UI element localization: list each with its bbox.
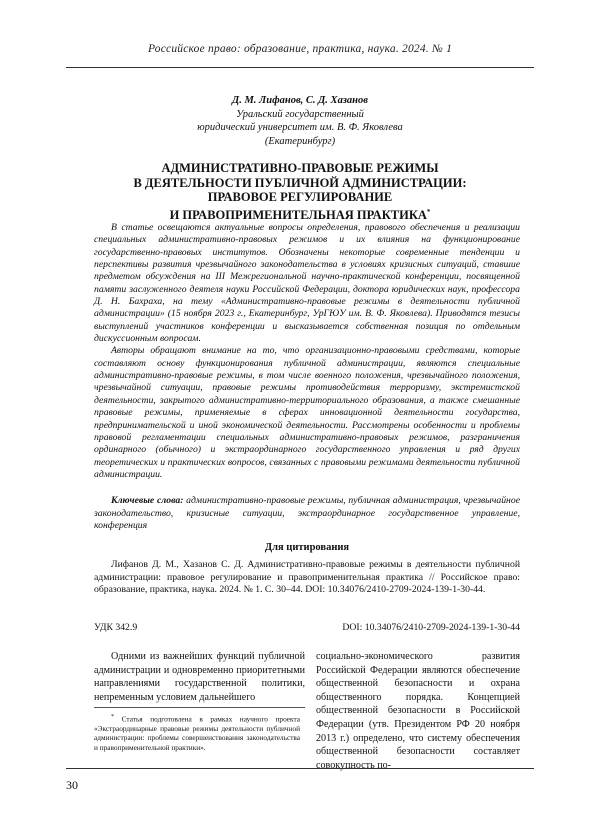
title-line: В ДЕЯТЕЛЬНОСТИ ПУБЛИЧНОЙ АДМИНИСТРАЦИИ: [133,175,467,190]
body-column-right [316,650,520,772]
footnote [94,713,300,752]
citation-heading: Для цитирования [264,542,350,553]
citation [94,559,520,597]
header-rule [66,67,534,68]
affiliation-line: (Екатеринбург) [264,135,336,147]
title-line-text: И ПРАВОПРИМЕНИТЕЛЬНАЯ ПРАКТИКА [169,207,427,222]
keywords [94,495,520,533]
abstract [94,222,520,481]
footnote-text: Статья подготовлена в рамках научного проекта «Экстраординарные правовые режимы деятельности публичной администрации: проблемы совершенствования законодательства и правоприменительной практики». [94,714,301,752]
title-line [60,205,540,223]
running-header: Российское право: образование, практика, наука. 2024. № 1 [147,43,453,55]
keywords-label: Ключевые слова: [111,495,184,506]
title-footnote-mark: * [426,207,431,216]
udk-code: УДК 342.9 [94,622,138,633]
page-number: 30 [66,778,78,792]
title-line: ПРАВОВОЕ РЕГУЛИРОВАНИЕ [207,190,393,204]
affiliation-line: Уральский государственный [236,108,364,120]
abstract-paragraph: Авторы обращают внимание на то, что организационно-правовыми средствами, которые составляют основу функционирования публичной администрации, являются специальные административно-правовые режимы, в том числе военного положения, чрезвычайного положения, чрезвычайной ситуации, правовые режимы противодействия терроризму, экстремистской деятельности, закрытого административно-территориального образования, а также смешанные правовые режимы, применяемые в сферах инновационной деятельности государства, предпринимательской и иной экономической деятельности. Рассмотрены особенности и проблемы правовой регламентации специальных административно-правовых режимов, разграничения ординарного (обычного) и экстраординарного государственного управления и ряд других теоретических и практических вопросов, связанных с правовыми режимами деятельности публичной администрации. [94,345,520,480]
body-paragraph: Одними из важнейших функций публичной администрации и одновременно приоритетными направлениями государственной политики, непременным условием дальнейшего [94,651,305,703]
footer-rule [66,768,534,769]
affiliation-line: юридический университет им. В. Ф. Яковлева [197,122,403,133]
body-column-left [94,650,305,704]
body-paragraph: социально-экономического развития Российской Федерации являются обеспечение общественной безопасности и охрана общественного порядка. Концепцией общественной безопасности в Российской Федерации (утв. Президентом РФ 20 ноября 2013 г.) определено, что систему обеспечения общественной безопасности составляет совокупность по- [316,651,520,771]
doi: DOI: 10.34076/2410-2709-2024-139-1-30-44 [342,622,520,633]
footnote-mark: * [111,714,115,720]
author-names: Д. М. Лифанов, С. Д. Хазанов [232,95,368,106]
citation-text: Лифанов Д. М., Хазанов С. Д. Административно-правовые режимы в деятельности публичной администрации: правовое регулирование и правоприменительная практика // Российское право: образование, практика, наука. 2024. № 1. С. 30–44. DOI: 10.34076/2410-2709-2024-139-1-30-44. [94,559,520,596]
abstract-paragraph: В статье освещаются актуальные вопросы определения, правового обеспечения и реализации специальных административно-правовых режимов и их влияния на функционирование государственно-правовых институтов. Обозначены некоторые современные тенденции и перспективы развития чрезвычайного законодательства в условиях кризисных ситуаций, ставшие предметом обсуждения на III Межрегиональной научно-практической конференции, посвященной памяти заслуженного деятеля науки Российской Федерации, доктора юридических наук, профессора Д. Н. Бахраха, на тему «Административно-правовые режимы в деятельности публичной администрации» (15 ноября 2023 г., Екатеринбург, УрГЮУ им. В. Ф. Яковлева). Приводятся тезисы выступлений участников конференции и высказывается собственная позиция по отдельным дискуссионным вопросам. [94,222,520,345]
title-line: АДМИНИСТРАТИВНО-ПРАВОВЫЕ РЕЖИМЫ [161,161,439,175]
footnote-rule [94,707,305,708]
authors-block [0,94,600,148]
keywords-text: административно-правовые режимы, публичная администрация, чрезвычайное законодательство, кризисные ситуации, экстраординарное государственное управление, конференция [94,495,520,531]
article-title [60,161,540,222]
